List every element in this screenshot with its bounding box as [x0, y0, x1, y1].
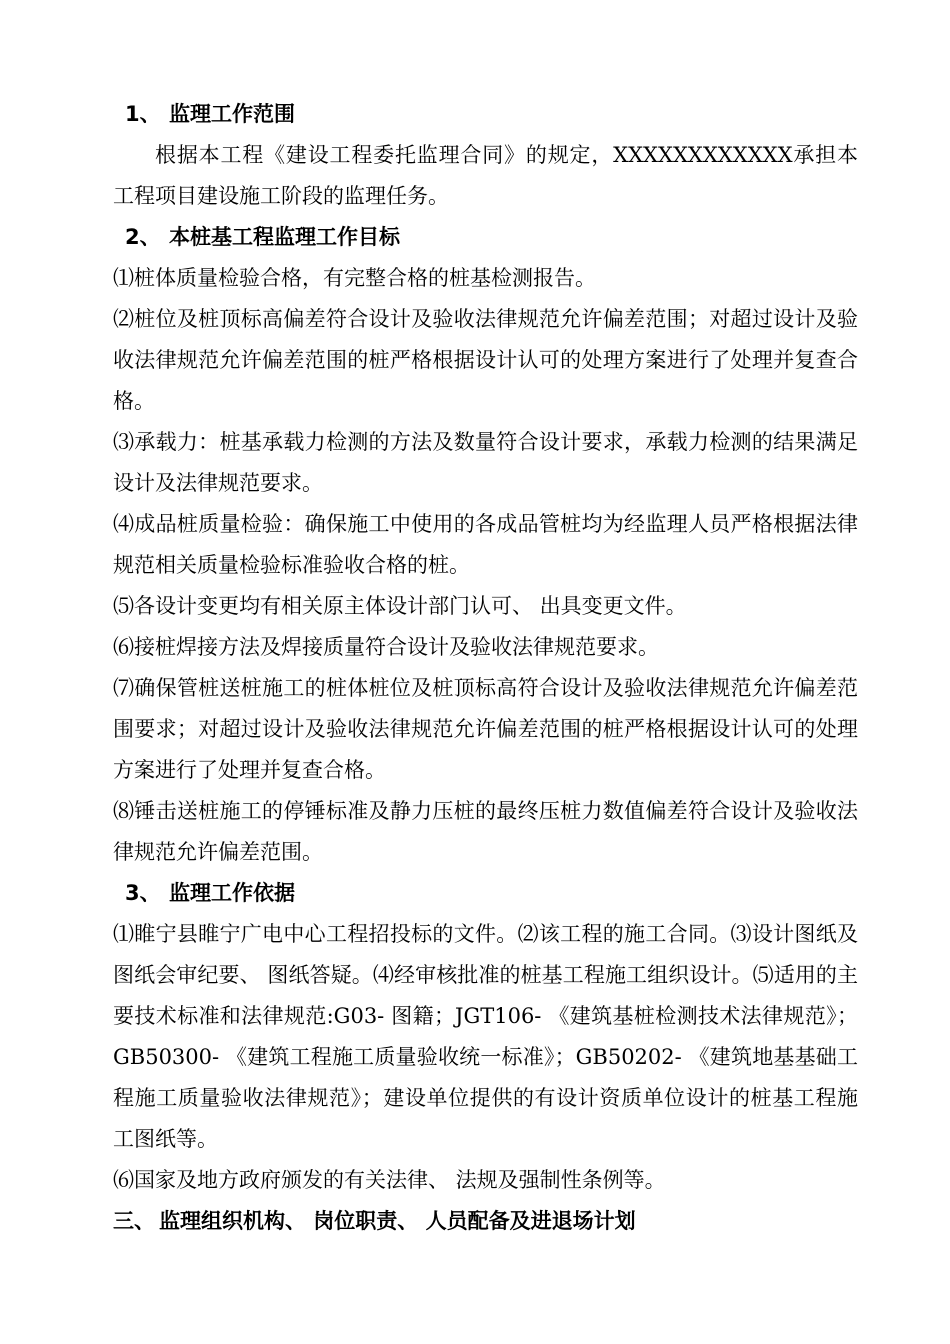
section-number: 2、 — [125, 225, 161, 249]
section-number: 3、 — [125, 881, 161, 905]
section-title: 本桩基工程监理工作目标 — [169, 225, 400, 249]
section-heading-scope — [113, 94, 858, 135]
goal-item-4: ⑷成品桩质量检验：确保施工中使用的各成品管桩均为经监理人员严格根据法律规范相关质量检验标准验收合格的桩。 — [113, 512, 858, 577]
document-body — [113, 94, 858, 1242]
section-heading-goals — [113, 217, 858, 258]
goal-item-1: ⑴桩体质量检验合格，有完整合格的桩基检测报告。 — [113, 266, 596, 290]
section-heading-basis — [113, 873, 858, 914]
goal-item-6: ⑹接桩焊接方法及焊接质量符合设计及验收法律规范要求。 — [113, 635, 659, 659]
chapter-number: 三、 — [113, 1209, 155, 1233]
scope-paragraph: 根据本工程《建设工程委托监理合同》的规定，XXXXXXXXXXXX承担本工程项目建设施工阶段的监理任务。 — [113, 143, 858, 208]
section-title: 监理工作依据 — [169, 881, 295, 905]
basis-item-1-5: ⑴睢宁县睢宁广电中心工程招投标的文件。⑵该工程的施工合同。⑶设计图纸及图纸会审纪要、 图纸答疑。⑷经审核批准的桩基工程施工组织设计。⑸适用的主要技术标准和法律规范:G03- 图籍；JGT106- 《建筑基桩检测技术法律规范》；GB50300- 《建筑工程施工质量验收统一标准》；GB50202- 《建筑地基基础工程施工质量验收法律规范》；建设单位提供的有设计资质单位设计的桩基工程施工图纸等。 — [113, 922, 858, 1151]
section-title: 监理工作范围 — [169, 102, 295, 126]
goal-item-8: ⑻锤击送桩施工的停锤标准及静力压桩的最终压桩力数值偏差符合设计及验收法律规范允许偏差范围。 — [113, 799, 858, 864]
section-number: 1、 — [125, 102, 161, 126]
chapter-heading-organization — [113, 1201, 858, 1242]
goal-item-7: ⑺确保管桩送桩施工的桩体桩位及桩顶标高符合设计及验收法律规范允许偏差范围要求；对超过设计及验收法律规范允许偏差范围的桩严格根据设计认可的处理方案进行了处理并复查合格。 — [113, 676, 858, 782]
goal-item-2: ⑵桩位及桩顶标高偏差符合设计及验收法律规范允许偏差范围；对超过设计及验收法律规范允许偏差范围的桩严格根据设计认可的处理方案进行了处理并复查合格。 — [113, 307, 858, 413]
goal-item-5: ⑸各设计变更均有相关原主体设计部门认可、 出具变更文件。 — [113, 594, 687, 618]
basis-item-6: ⑹国家及地方政府颁发的有关法律、 法规及强制性条例等。 — [113, 1168, 666, 1192]
goal-item-3: ⑶承载力：桩基承载力检测的方法及数量符合设计要求，承载力检测的结果满足设计及法律规范要求。 — [113, 430, 858, 495]
chapter-title: 监理组织机构、 岗位职责、 人员配备及进退场计划 — [159, 1209, 636, 1233]
